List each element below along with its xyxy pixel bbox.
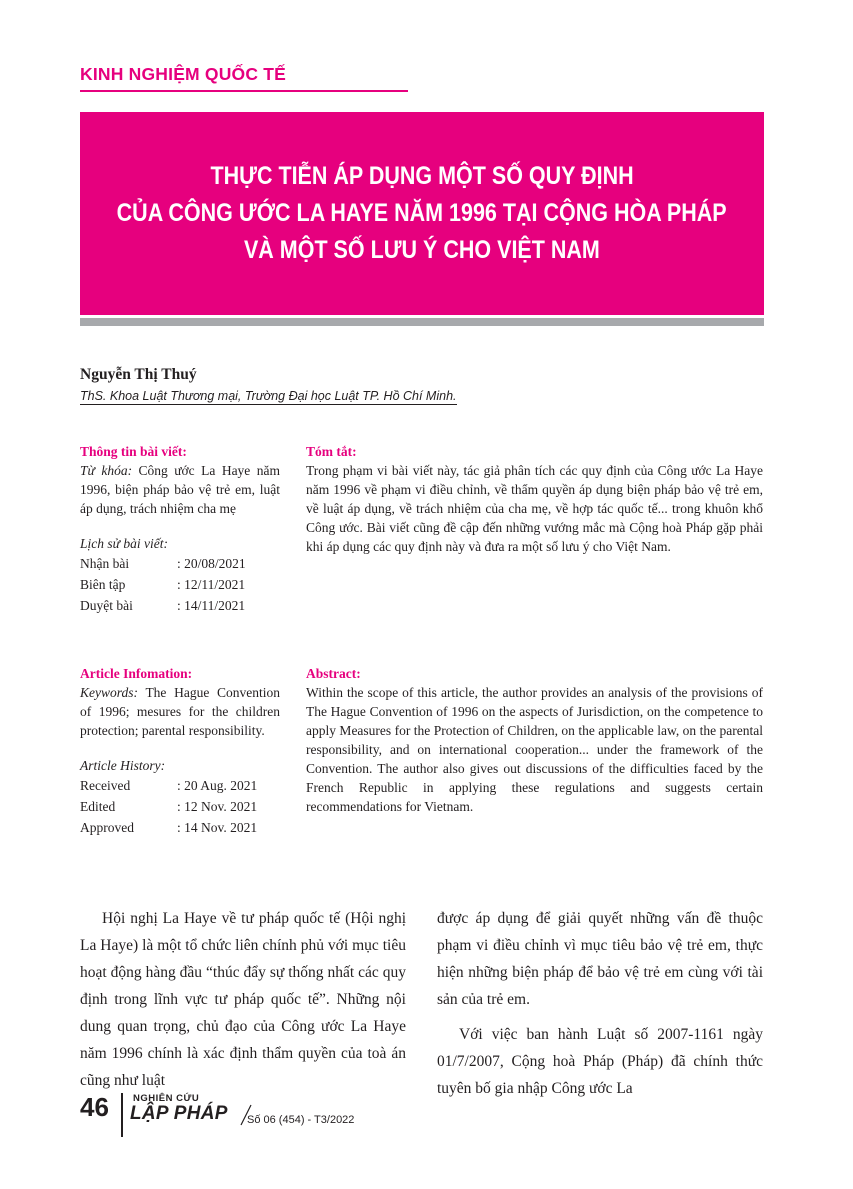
history-value: : 12 Nov. 2021 [177,799,258,814]
body-paragraph: Với việc ban hành Luật số 2007-1161 ngày 01/7/2007, Cộng hoà Pháp (Pháp) đã chính thức tuyên bố gia nhập Công ước La [437,1026,763,1097]
body-column-right [437,905,763,1102]
en-keywords-text: The Hague Convention of 1996; mesures for the children protection; parental responsibility. [80,685,280,738]
title-line-1: THỰC TIỄN ÁP DỤNG MỘT SỐ QUY ĐỊNH [210,162,634,190]
history-label: Duyệt bài [80,598,133,613]
en-keywords [80,683,280,740]
issue-info: Số 06 (454) - T3/2022 [247,1114,355,1126]
section-rule [80,90,408,92]
author-name: Nguyễn Thị Thuý [80,366,197,383]
page-number: 46 [80,1092,109,1122]
en-abstract-text: Within the scope of this article, the author provides an analysis of the provisions of The Hague Convention of 1996 on the aspects of Jurisdiction, on the competence to apply Measures for the Protection of Children, on the applicable law, on the parental responsibility, and on international cooperation... under the framework of the Convention. The author also gives out discussions of the difficulties faced by the French Republic in applying these regulations and suggests certain recommendations for Vietnam. [306,685,763,814]
en-abstract-heading: Abstract: [306,666,361,681]
vi-history-row [80,595,280,616]
title-line-2: CỦA CÔNG ƯỚC LA HAYE NĂM 1996 TẠI CỘNG HÒA PHÁP [117,199,727,227]
title-banner [80,112,764,315]
vi-info-heading: Thông tin bài viết: [80,444,187,459]
history-value: : 12/11/2021 [177,577,246,592]
history-value: : 14/11/2021 [177,598,246,613]
vi-keywords-label: Từ khóa: [80,463,133,478]
vi-history-row [80,574,280,595]
history-value: : 20 Aug. 2021 [177,778,258,793]
vi-abstract [306,442,763,556]
history-label: Approved [80,820,134,835]
journal-brand-small: NGHIÊN CỨU [133,1093,200,1104]
en-history-heading: Article History: [80,758,166,773]
history-label: Received [80,778,131,793]
vi-abstract-text: Trong phạm vi bài viết này, tác giả phân tích các quy định của Công ước La Haye năm 1996 về phạm vi điều chỉnh, về thẩm quyền áp dụng biện pháp bảo vệ trẻ em, về luật áp dụng, về trách nhiệm của cha mẹ, về hợp tác quốc tế... trong khuôn khổ Công ước. Bài viết cũng đề cập đến những vướng mắc mà Cộng hoà Pháp gặp phải khi áp dụng các quy định này và đưa ra một số lưu ý cho Việt Nam. [306,463,763,554]
body-paragraph: được áp dụng để giải quyết những vấn đề thuộc phạm vi điều chỉnh vì mục tiêu bảo vệ trẻ em, thực hiện những biện pháp để bảo vệ trẻ em cùng với tài sản của trẻ em. [437,910,763,1008]
journal-brand-name: LẬP PHÁP [130,1103,228,1124]
vi-article-info [80,442,280,616]
vi-keywords [80,461,280,518]
body-paragraph: Hội nghị La Haye về tư pháp quốc tế (Hội nghị La Haye) là một tổ chức liên chính phủ với mục tiêu hoạt động hàng đầu “thúc đẩy sự thống nhất các quy định trong lĩnh vực tư pháp quốc tế”. Những nội dung quan trọng, chủ đạo của Công ước La Haye năm 1996 chính là xác định thẩm quyền của toà án cũng như luật [80,910,406,1089]
author-affiliation: ThS. Khoa Luật Thương mại, Trường Đại học Luật TP. Hồ Chí Minh. [80,389,457,403]
en-article-info [80,664,280,838]
en-history-row [80,775,280,796]
en-abstract [306,664,763,816]
history-label: Nhận bài [80,556,130,571]
body-column-left [80,905,406,1094]
history-label: Edited [80,799,116,814]
vi-abstract-heading: Tóm tắt: [306,444,357,459]
title-line-3: VÀ MỘT SỐ LƯU Ý CHO VIỆT NAM [244,236,600,264]
history-value: : 20/08/2021 [177,556,246,571]
en-history-row [80,817,280,838]
vi-history-heading: Lịch sử bài viết: [80,536,168,551]
en-info-heading: Article Infomation: [80,666,193,681]
title-underbar [80,318,764,326]
history-label: Biên tập [80,577,126,592]
section-label: KINH NGHIỆM QUỐC TẾ [80,64,287,84]
vi-keywords-text: Công ước La Haye năm 1996, biện pháp bảo vệ trẻ em, luật áp dụng, trách nhiệm cha mẹ [80,463,280,516]
en-history-row [80,796,280,817]
vi-history-row [80,553,280,574]
footer-divider [121,1093,123,1137]
en-keywords-label: Keywords: [80,685,138,700]
history-value: : 14 Nov. 2021 [177,820,258,835]
